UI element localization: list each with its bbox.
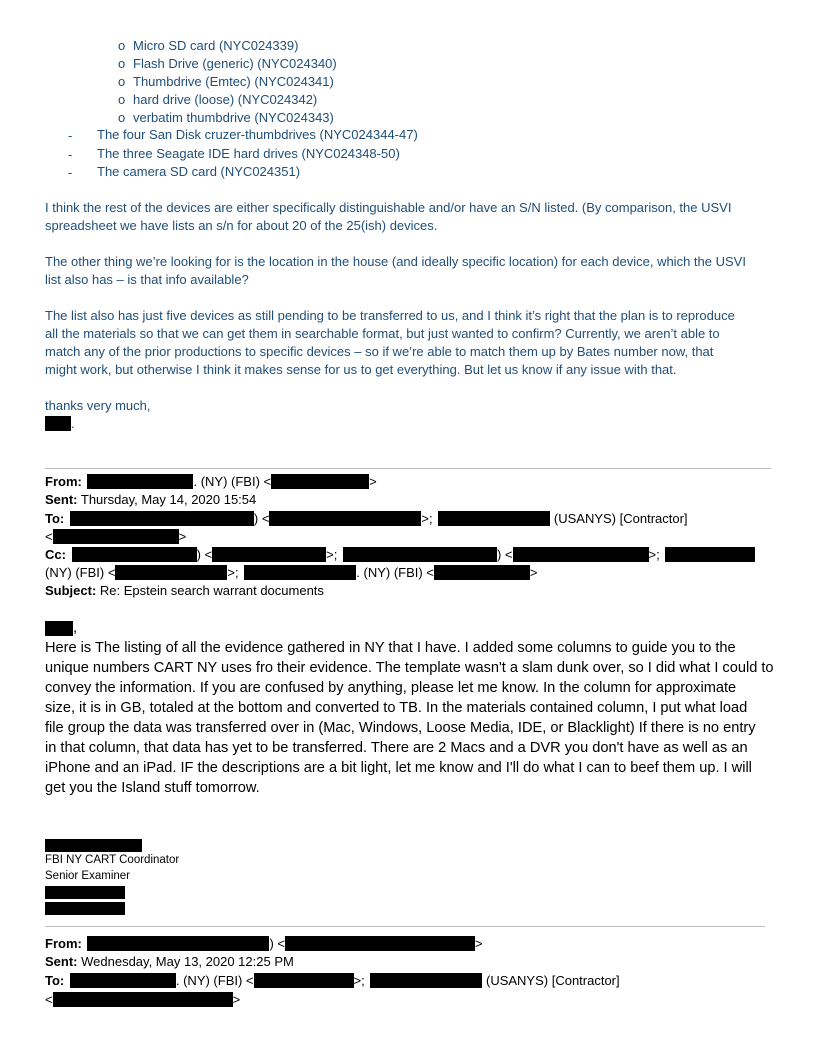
greeting-comma: , bbox=[73, 620, 78, 636]
sent-value: Wednesday, May 13, 2020 12:25 PM bbox=[81, 954, 294, 969]
cc-text: ) < bbox=[196, 547, 213, 562]
list-item-text: The three Seagate IDE hard drives (NYC024348-50) bbox=[97, 146, 400, 161]
redaction-box bbox=[45, 621, 73, 636]
angle-close: > bbox=[369, 474, 377, 489]
from-text: . (NY) (FBI) < bbox=[193, 474, 272, 489]
redaction-box bbox=[70, 973, 176, 988]
redaction-box bbox=[212, 547, 326, 562]
list-item-text: The camera SD card (NYC024351) bbox=[97, 164, 301, 179]
list-item: o bbox=[118, 92, 126, 107]
redaction-box bbox=[434, 565, 530, 580]
to-label: To: bbox=[45, 973, 65, 988]
redaction-box bbox=[271, 474, 369, 489]
redaction-box bbox=[87, 474, 193, 489]
redaction-box bbox=[269, 511, 421, 526]
signature-title: Senior Examiner bbox=[45, 870, 131, 882]
to-text: (USANYS) [Contractor] bbox=[553, 511, 688, 526]
paragraph-line: all the materials so that we can get them in searchable format, but just wanted to confirm? Currently, we aren’t able to bbox=[45, 326, 720, 341]
body-line: file group the data was transferred over in (Mac, Windows, Loose Media, IDE, or Blacklight) If there is no entry bbox=[45, 720, 756, 736]
angle-close: > bbox=[529, 565, 538, 580]
list-item: - bbox=[68, 165, 73, 180]
paragraph-line: list also has – is that info available? bbox=[45, 272, 249, 287]
redaction-box bbox=[45, 839, 142, 852]
redaction-box bbox=[244, 565, 356, 580]
redaction-box bbox=[115, 565, 227, 580]
to-line-cont bbox=[45, 991, 240, 1009]
subject-line bbox=[45, 582, 324, 600]
redaction-box bbox=[285, 936, 475, 951]
paragraph-line: The list also has just five devices as still pending to be transferred to us, and I think it’s right that the plan is to reproduce bbox=[45, 308, 735, 323]
from-line bbox=[45, 473, 377, 491]
angle-close: > bbox=[178, 529, 187, 544]
cc-text: >; bbox=[227, 565, 239, 580]
paragraph-line: I think the rest of the devices are either specifically distinguishable and/or have an S/N listed. (By comparison, the USVI bbox=[45, 200, 732, 215]
body-line: convey the information. If you are confused by anything, please let me know. In the column for approximate bbox=[45, 680, 737, 696]
body-line: in that column, that data has yet to be transferred. There are 2 Macs and a DVR you don't have as well as an bbox=[45, 740, 748, 756]
to-label: To: bbox=[45, 511, 65, 526]
cc-text: (NY) (FBI) < bbox=[45, 565, 116, 580]
divider bbox=[45, 926, 765, 927]
to-line bbox=[45, 510, 688, 528]
to-line bbox=[45, 972, 620, 990]
redaction-box bbox=[53, 992, 233, 1007]
subject-value: Re: Epstein search warrant documents bbox=[99, 583, 324, 598]
signoff-period: . bbox=[71, 416, 75, 431]
to-text: >; bbox=[421, 511, 433, 526]
cc-text: . (NY) (FBI) < bbox=[356, 565, 434, 580]
sent-line bbox=[45, 491, 256, 509]
redaction-box bbox=[343, 547, 497, 562]
sent-label: Sent: bbox=[45, 954, 78, 969]
body-line: unique numbers CART NY uses fro their evidence. The template wasn't a slam dunk over, so I did what I could to bbox=[45, 660, 774, 676]
sent-line bbox=[45, 953, 294, 971]
angle-open: < bbox=[45, 992, 53, 1007]
angle-close: > bbox=[232, 992, 241, 1007]
from-line bbox=[45, 935, 483, 953]
from-label: From: bbox=[45, 474, 82, 489]
list-item-text: Flash Drive (generic) (NYC024340) bbox=[133, 56, 337, 71]
redaction-box bbox=[665, 547, 755, 562]
angle-open: < bbox=[45, 529, 53, 544]
sent-value: Thursday, May 14, 2020 15:54 bbox=[80, 492, 257, 507]
list-item-text: verbatim thumbdrive (NYC024343) bbox=[133, 110, 334, 125]
angle-close: > bbox=[475, 936, 483, 951]
redaction-box bbox=[370, 973, 482, 988]
body-line: size, it is in GB, totaled at the bottom and converted to TB. In the materials contained column, I put what load bbox=[45, 700, 748, 716]
from-label: From: bbox=[45, 936, 82, 951]
list-item: - bbox=[68, 128, 73, 143]
paragraph-line: match any of the prior productions to specific devices – so if we’re able to match them up by Bates number now, that bbox=[45, 344, 714, 359]
cc-text: >; bbox=[648, 547, 660, 562]
list-item: o bbox=[118, 56, 126, 71]
redaction-box bbox=[45, 416, 71, 431]
subject-label: Subject: bbox=[45, 583, 97, 598]
redaction-box bbox=[438, 511, 550, 526]
paragraph-line: The other thing we’re looking for is the location in the house (and ideally specific location) for each device, which the USVI bbox=[45, 254, 746, 269]
list-item-text: Thumbdrive (Emtec) (NYC024341) bbox=[133, 74, 334, 89]
cc-line-cont bbox=[45, 564, 538, 582]
sent-label: Sent: bbox=[45, 492, 78, 507]
redaction-box bbox=[513, 547, 649, 562]
list-item: o bbox=[118, 38, 126, 53]
to-line-cont bbox=[45, 528, 186, 546]
to-text: ) < bbox=[253, 511, 270, 526]
paragraph-line: spreadsheet we have lists an s/n for about 20 of the 25(ish) devices. bbox=[45, 218, 438, 233]
redaction-box bbox=[53, 529, 179, 544]
cc-line bbox=[45, 546, 755, 564]
divider bbox=[45, 468, 771, 469]
list-item-text: hard drive (loose) (NYC024342) bbox=[133, 92, 318, 107]
from-text: ) < bbox=[269, 936, 286, 951]
redaction-box bbox=[87, 936, 269, 951]
cc-text: >; bbox=[326, 547, 338, 562]
body-line: get you the Island stuff tomorrow. bbox=[45, 780, 260, 796]
to-text: >; bbox=[353, 973, 365, 988]
list-item: - bbox=[68, 147, 73, 162]
redaction-box bbox=[45, 886, 125, 899]
signoff: thanks very much, bbox=[45, 398, 151, 413]
redaction-box bbox=[72, 547, 197, 562]
redaction-box bbox=[45, 902, 125, 915]
list-item-text: The four San Disk cruzer-thumbdrives (NYC024344-47) bbox=[97, 127, 418, 142]
to-text: . (NY) (FBI) < bbox=[175, 973, 254, 988]
body-line: iPhone and an iPad. IF the descriptions are a bit light, let me know and I'll do what I can to beef them up. I will bbox=[45, 760, 752, 776]
list-item-text: Micro SD card (NYC024339) bbox=[133, 38, 299, 53]
body-line: Here is The listing of all the evidence gathered in NY that I have. I added some columns to guide you to the bbox=[45, 640, 736, 656]
list-item: o bbox=[118, 74, 126, 89]
list-item: o bbox=[118, 110, 126, 125]
paragraph-line: might work, but otherwise I think it makes sense for us to get everything. But let us know if any issue with that. bbox=[45, 362, 677, 377]
redaction-box bbox=[70, 511, 254, 526]
signature-title: FBI NY CART Coordinator bbox=[45, 854, 180, 866]
to-text: (USANYS) [Contractor] bbox=[485, 973, 620, 988]
redaction-box bbox=[254, 973, 354, 988]
cc-text: ) < bbox=[496, 547, 513, 562]
cc-label: Cc: bbox=[45, 547, 66, 562]
